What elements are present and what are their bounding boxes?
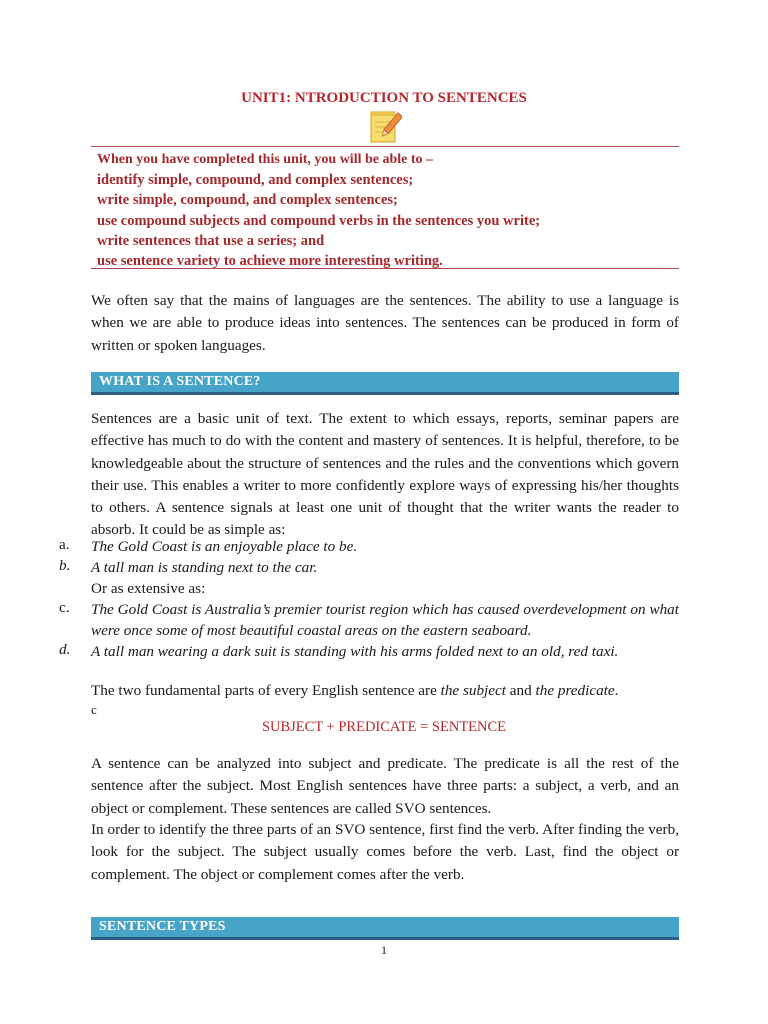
parts-text-and: and bbox=[505, 682, 536, 699]
objective-item: use compound subjects and compound verbs in the sentences you write; bbox=[97, 213, 541, 229]
list-marker: c. bbox=[59, 599, 70, 616]
page-number: 1 bbox=[381, 943, 387, 957]
svo-paragraph: A sentence can be analyzed into subject and predicate. The predicate is all the rest of the sentence after the subject. Most English sentences have three parts: a subject, a verb, and an object or complement. These sentences are called SVO sentences. bbox=[91, 755, 679, 817]
or-as-extensive-label: Or as extensive as: bbox=[91, 580, 206, 597]
sentence-definition-paragraph: Sentences are a basic unit of text. The extent to which essays, reports, seminar papers are effective has much to do with the content and mastery of sentences. It is helpful, therefore, to be knowledgeable about the structure of sentences and the rules and the conventions which govern their use. This enables a writer to more confidently explore ways of expressing his/her thoughts to others. A sentence signals at least one unit of thought that the writer wants the reader to absorb. It could be as simple as: bbox=[91, 410, 679, 539]
objectives-intro: When you have completed this unit, you will be able to – bbox=[97, 152, 434, 167]
example-sentence-a: The Gold Coast is an enjoyable place to be. bbox=[91, 538, 358, 555]
the-predicate-term: the predicate bbox=[535, 682, 615, 699]
example-sentence-c: The Gold Coast is Australia’s premier tourist region which has caused overdevelopment on what were once some of most beautiful coastal areas on the eastern seaboard. bbox=[91, 601, 679, 639]
the-subject-term: the subject bbox=[440, 682, 506, 699]
subject-predicate-formula: SUBJECT + PREDICATE = SENTENCE bbox=[261, 719, 507, 735]
example-sentence-b: A tall man is standing next to the car. bbox=[91, 559, 318, 576]
learning-objectives-box bbox=[91, 146, 679, 269]
parts-text-before: The two fundamental parts of every English sentence are bbox=[91, 682, 441, 699]
section-heading-what-is-a-sentence: WHAT IS A SENTENCE? bbox=[91, 372, 679, 395]
list-marker: a. bbox=[59, 536, 70, 553]
parts-text-after: . bbox=[614, 682, 619, 699]
example-sentence-d: A tall man wearing a dark suit is standing with his arms folded next to an old, red taxi. bbox=[91, 643, 619, 660]
fundamental-parts-sentence bbox=[91, 680, 679, 701]
list-marker: b. bbox=[59, 557, 71, 574]
objective-item: identify simple, compound, and complex sentences; bbox=[97, 172, 414, 188]
section-heading-sentence-types: SENTENCE TYPES bbox=[91, 917, 679, 940]
list-marker: d. bbox=[59, 641, 71, 658]
objective-item: write simple, compound, and complex sentences; bbox=[97, 192, 398, 208]
objective-item: write sentences that use a series; and bbox=[97, 233, 325, 249]
objective-item: use sentence variety to achieve more interesting writing. bbox=[97, 253, 443, 269]
stray-character: c bbox=[91, 702, 97, 717]
identify-svo-paragraph: In order to identify the three parts of an SVO sentence, first find the verb. After finding the verb, look for the subject. The subject usually comes before the verb. Last, find the object or complement. The object or complement comes after the verb. bbox=[91, 821, 679, 883]
unit-title: UNIT1: NTRODUCTION TO SENTENCES bbox=[241, 90, 527, 106]
intro-paragraph: We often say that the mains of languages are the sentences. The ability to use a language is when we are able to produce ideas into sentences. The sentences can be produced in form of written or spoken languages. bbox=[91, 292, 679, 354]
notepad-pencil-icon bbox=[368, 107, 402, 145]
